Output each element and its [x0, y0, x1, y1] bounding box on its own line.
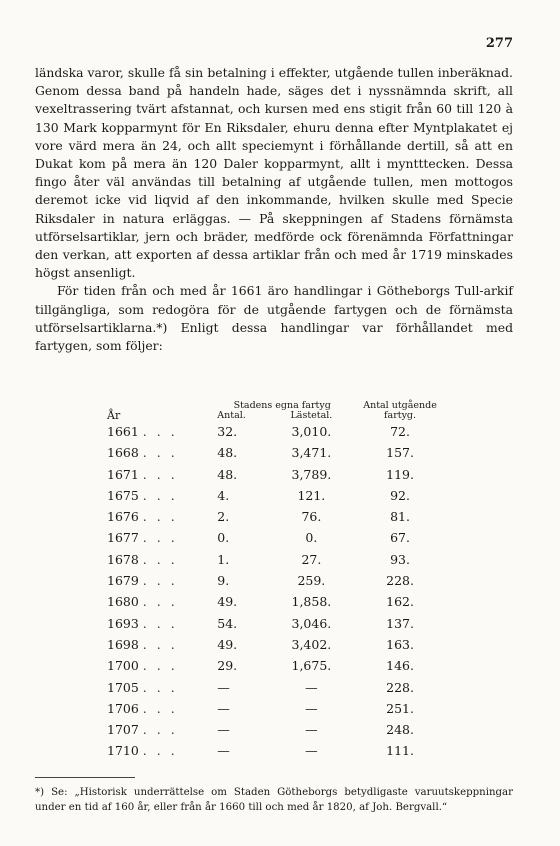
cell-year-text: 1671: [107, 466, 139, 482]
table-row: [107, 506, 447, 527]
cell-antal: 54.: [217, 615, 238, 631]
table-row: [107, 634, 447, 655]
footnote-text: *) Se: „Historisk underrättelse om Staden Götheborgs betydligaste varuutskeppningar under en tid af 160 år, eller från år 1660 till och med år 1820, af Joh. Bergvall.“: [35, 787, 513, 813]
cell-utgaende: 119.: [386, 466, 414, 482]
cell-antal: 9.: [217, 573, 230, 589]
cell-year-text: 1678: [107, 551, 139, 567]
cell-year-text: 1679: [107, 573, 139, 589]
table-row: [107, 421, 447, 442]
cell-year: [107, 719, 211, 740]
cell-lastetal: 3,789.: [291, 466, 332, 482]
cell-year: [107, 464, 211, 485]
cell-antal: 1.: [217, 551, 230, 567]
cell-year-text: 1675: [107, 487, 139, 503]
cell-antal: —: [217, 700, 230, 716]
cell-utgaende: 111.: [386, 743, 414, 759]
cell-year-text: 1705: [107, 679, 139, 695]
leader-dots: . . .: [142, 594, 178, 610]
cell-utgaende: 157.: [386, 445, 414, 461]
cell-utgaende: 137.: [386, 615, 414, 631]
cell-year: [107, 613, 211, 634]
cell-antal: 4.: [217, 487, 230, 503]
cell-lastetal: 3,046.: [291, 615, 332, 631]
leader-dots: . . .: [142, 615, 178, 631]
cell-utgaende: 228.: [386, 573, 414, 589]
cell-antal: 29.: [217, 658, 238, 674]
cell-lastetal: 27.: [301, 551, 322, 567]
cell-year-text: 1661: [107, 424, 139, 439]
table-body: [107, 421, 447, 762]
cell-year: [107, 740, 211, 761]
cell-year: [107, 698, 211, 719]
cell-year-text: 1668: [107, 445, 139, 461]
cell-year-text: 1707: [107, 722, 139, 738]
cell-year-text: 1676: [107, 509, 139, 525]
footnote-rule: [35, 777, 135, 778]
leader-dots: . . .: [142, 445, 178, 461]
leader-dots: . . .: [142, 743, 178, 759]
paragraph: För tiden från och med år 1661 äro handlingar i Götheborgs Tull-arkif tillgängliga, som redogöra för de utgående fartygen och de förnämsta utförselsartiklarna.*) Enligt dessa handlingar var förhållandet med fartygen, som följer:: [35, 283, 513, 354]
cell-year: [107, 506, 211, 527]
cell-lastetal: —: [305, 743, 318, 759]
cell-year-text: 1698: [107, 636, 139, 652]
table-row: [107, 485, 447, 506]
cell-antal: —: [217, 722, 230, 738]
cell-year-text: 1680: [107, 594, 139, 610]
leader-dots: . . .: [142, 700, 178, 716]
table-row: [107, 740, 447, 761]
cell-lastetal: 76.: [301, 509, 322, 525]
cell-year-text: 1706: [107, 700, 139, 716]
cell-year: [107, 634, 211, 655]
leader-dots: . . .: [142, 530, 178, 546]
cell-year-text: 1700: [107, 658, 139, 674]
col-year-header: År: [107, 409, 121, 422]
ship-table: [107, 401, 447, 762]
cell-year: [107, 591, 211, 612]
cell-utgaende: 163.: [386, 636, 414, 652]
cell-antal: —: [217, 743, 230, 759]
col-group-header: Stadens egna fartyg: [233, 400, 331, 411]
leader-dots: . . .: [142, 722, 178, 738]
cell-lastetal: 1,858.: [291, 594, 332, 610]
cell-year: [107, 442, 211, 463]
leader-dots: . . .: [142, 466, 178, 482]
leader-dots: . . .: [142, 658, 178, 674]
table-row: [107, 677, 447, 698]
leader-dots: . . .: [142, 487, 178, 503]
cell-antal: 32.: [217, 424, 238, 439]
cell-antal: 49.: [217, 636, 238, 652]
footnote: [35, 786, 513, 815]
cell-antal: 48.: [217, 445, 238, 461]
cell-antal: —: [217, 679, 230, 695]
cell-lastetal: 3,010.: [291, 424, 332, 439]
cell-utgaende: 72.: [390, 424, 410, 439]
col-lastetal-header: Lästetal.: [290, 410, 333, 421]
cell-lastetal: —: [305, 679, 318, 695]
cell-utgaende: 251.: [386, 700, 414, 716]
cell-year: [107, 485, 211, 506]
cell-lastetal: 121.: [297, 487, 326, 503]
leader-dots: . . .: [142, 679, 178, 695]
table-row: [107, 591, 447, 612]
cell-lastetal: —: [305, 700, 318, 716]
cell-antal: 2.: [217, 509, 230, 525]
cell-utgaende: 81.: [390, 509, 410, 525]
table-row: [107, 570, 447, 591]
cell-year-text: 1677: [107, 530, 139, 546]
cell-lastetal: —: [305, 722, 318, 738]
cell-year: [107, 421, 211, 442]
cell-year: [107, 655, 211, 676]
col-antal-header: Antal.: [217, 410, 246, 421]
cell-year: [107, 549, 211, 570]
table-row: [107, 698, 447, 719]
cell-utgaende: 146.: [386, 658, 414, 674]
cell-lastetal: 3,402.: [291, 636, 332, 652]
cell-year-text: 1710: [107, 743, 139, 759]
paragraph: ländska varor, skulle få sin betalning i effekter, utgående tullen inberäknad. Genom dessa band på handeln hade, säges det i nyssnämnda skrift, all vexeltrassering tvärt afstannat, och kursen med ens stigit från 60 till 120 à 130 Mark kopparmynt för En Riksdaler, ehuru denna efter Myntplakatet ej vore värd mera än 24, och allt speciemynt i förhållande dertill, så att en Dukat kom på mera än 120 Daler kopparmynt, allt i myntttecken. Dessa fingo åter väl användas till betalning af utgående tullen, men mottogos deremot icke vid liqvid af den inkommande, hvilken skulle med Specie Riksdaler in natura erläggas. — På skeppningen af Stadens förnämsta utförselsartiklar, jern och bräder, medförde ock förenämnda Författningar den verkan, att exporten af dessa artiklar från och med år 1719 minskades högst ansenligt.: [35, 65, 513, 281]
page-number: 277: [485, 36, 513, 51]
table-row: [107, 655, 447, 676]
col-utgaende-header: Antal utgående fartyg.: [363, 400, 437, 421]
cell-lastetal: 3,471.: [291, 445, 332, 461]
cell-lastetal: 1,675.: [291, 658, 332, 674]
leader-dots: . . .: [142, 509, 178, 525]
cell-year-text: 1693: [107, 615, 139, 631]
leader-dots: . . .: [142, 551, 178, 567]
table-row: [107, 613, 447, 634]
cell-antal: 0.: [217, 530, 230, 546]
cell-utgaende: 67.: [390, 530, 410, 546]
cell-year: [107, 570, 211, 591]
cell-utgaende: 162.: [386, 594, 414, 610]
cell-utgaende: 92.: [390, 487, 410, 503]
cell-lastetal: 0.: [305, 530, 318, 546]
cell-utgaende: 248.: [386, 722, 414, 738]
cell-antal: 48.: [217, 466, 238, 482]
cell-utgaende: 228.: [386, 679, 414, 695]
cell-year: [107, 677, 211, 698]
table-row: [107, 549, 447, 570]
body-text: [35, 64, 513, 355]
leader-dots: . . .: [142, 573, 178, 589]
cell-antal: 49.: [217, 594, 238, 610]
cell-lastetal: 259.: [297, 573, 326, 589]
table-row: [107, 719, 447, 740]
cell-utgaende: 93.: [390, 551, 410, 567]
table-row: [107, 442, 447, 463]
leader-dots: . . .: [142, 636, 178, 652]
leader-dots: . . .: [142, 424, 178, 439]
table-row: [107, 464, 447, 485]
cell-year: [107, 527, 211, 548]
table-row: [107, 527, 447, 548]
